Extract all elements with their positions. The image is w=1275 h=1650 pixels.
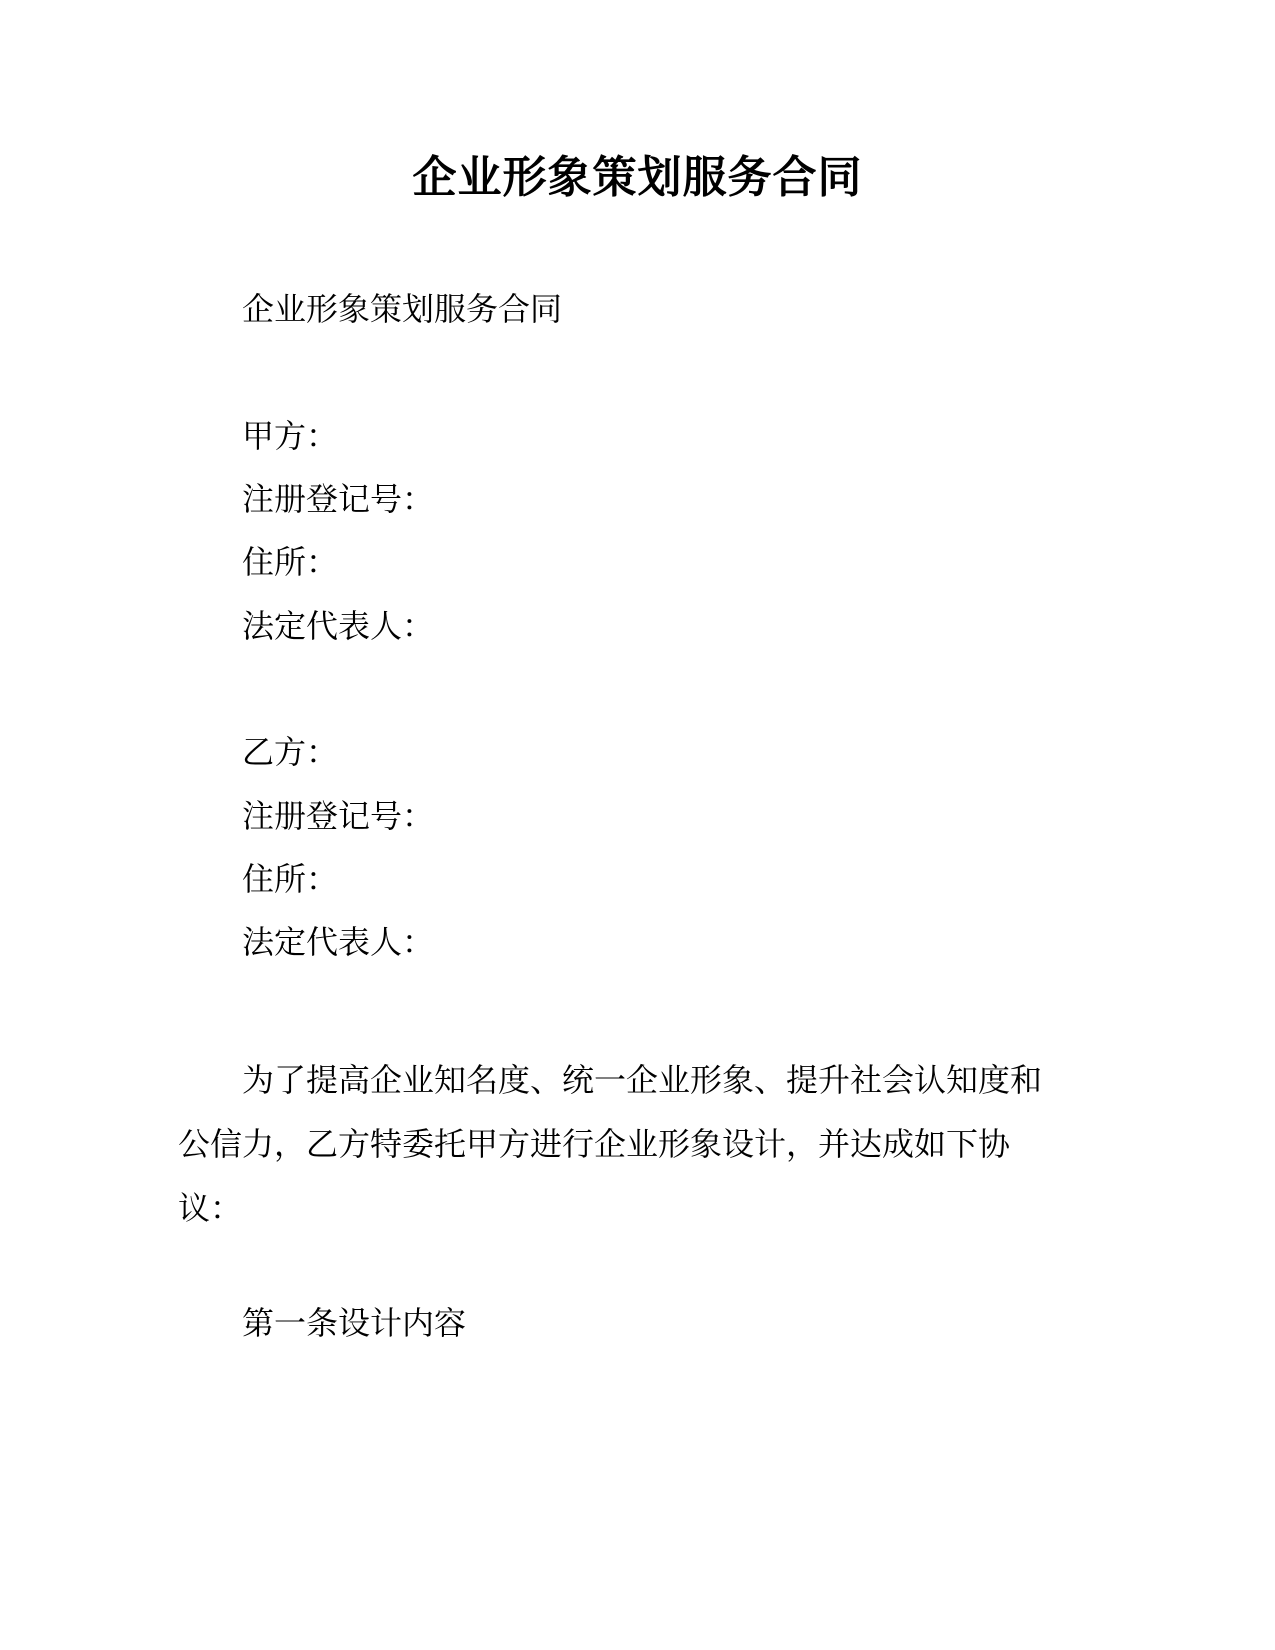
party-a-registration-label: 注册登记号： bbox=[242, 480, 435, 518]
intro-paragraph: 为了提高企业知名度、统一企业形象、提升社会认知度和公信力，乙方特委托甲方进行企业形象设计，并达成如下协议： bbox=[178, 1061, 1043, 1227]
party-a-address-label: 住所： bbox=[242, 543, 339, 581]
party-a-legal-rep-label: 法定代表人： bbox=[242, 607, 435, 645]
document-title: 企业形象策划服务合同 bbox=[412, 152, 863, 203]
party-b-address-label: 住所： bbox=[242, 860, 339, 898]
party-b-registration-label: 注册登记号： bbox=[242, 797, 435, 835]
party-b-label: 乙方： bbox=[242, 733, 339, 771]
party-a-label: 甲方： bbox=[242, 417, 339, 455]
document-subtitle: 企业形象策划服务合同 bbox=[242, 290, 563, 328]
article-1-heading: 第一条设计内容 bbox=[242, 1304, 467, 1342]
party-b-legal-rep-label: 法定代表人： bbox=[242, 923, 435, 961]
